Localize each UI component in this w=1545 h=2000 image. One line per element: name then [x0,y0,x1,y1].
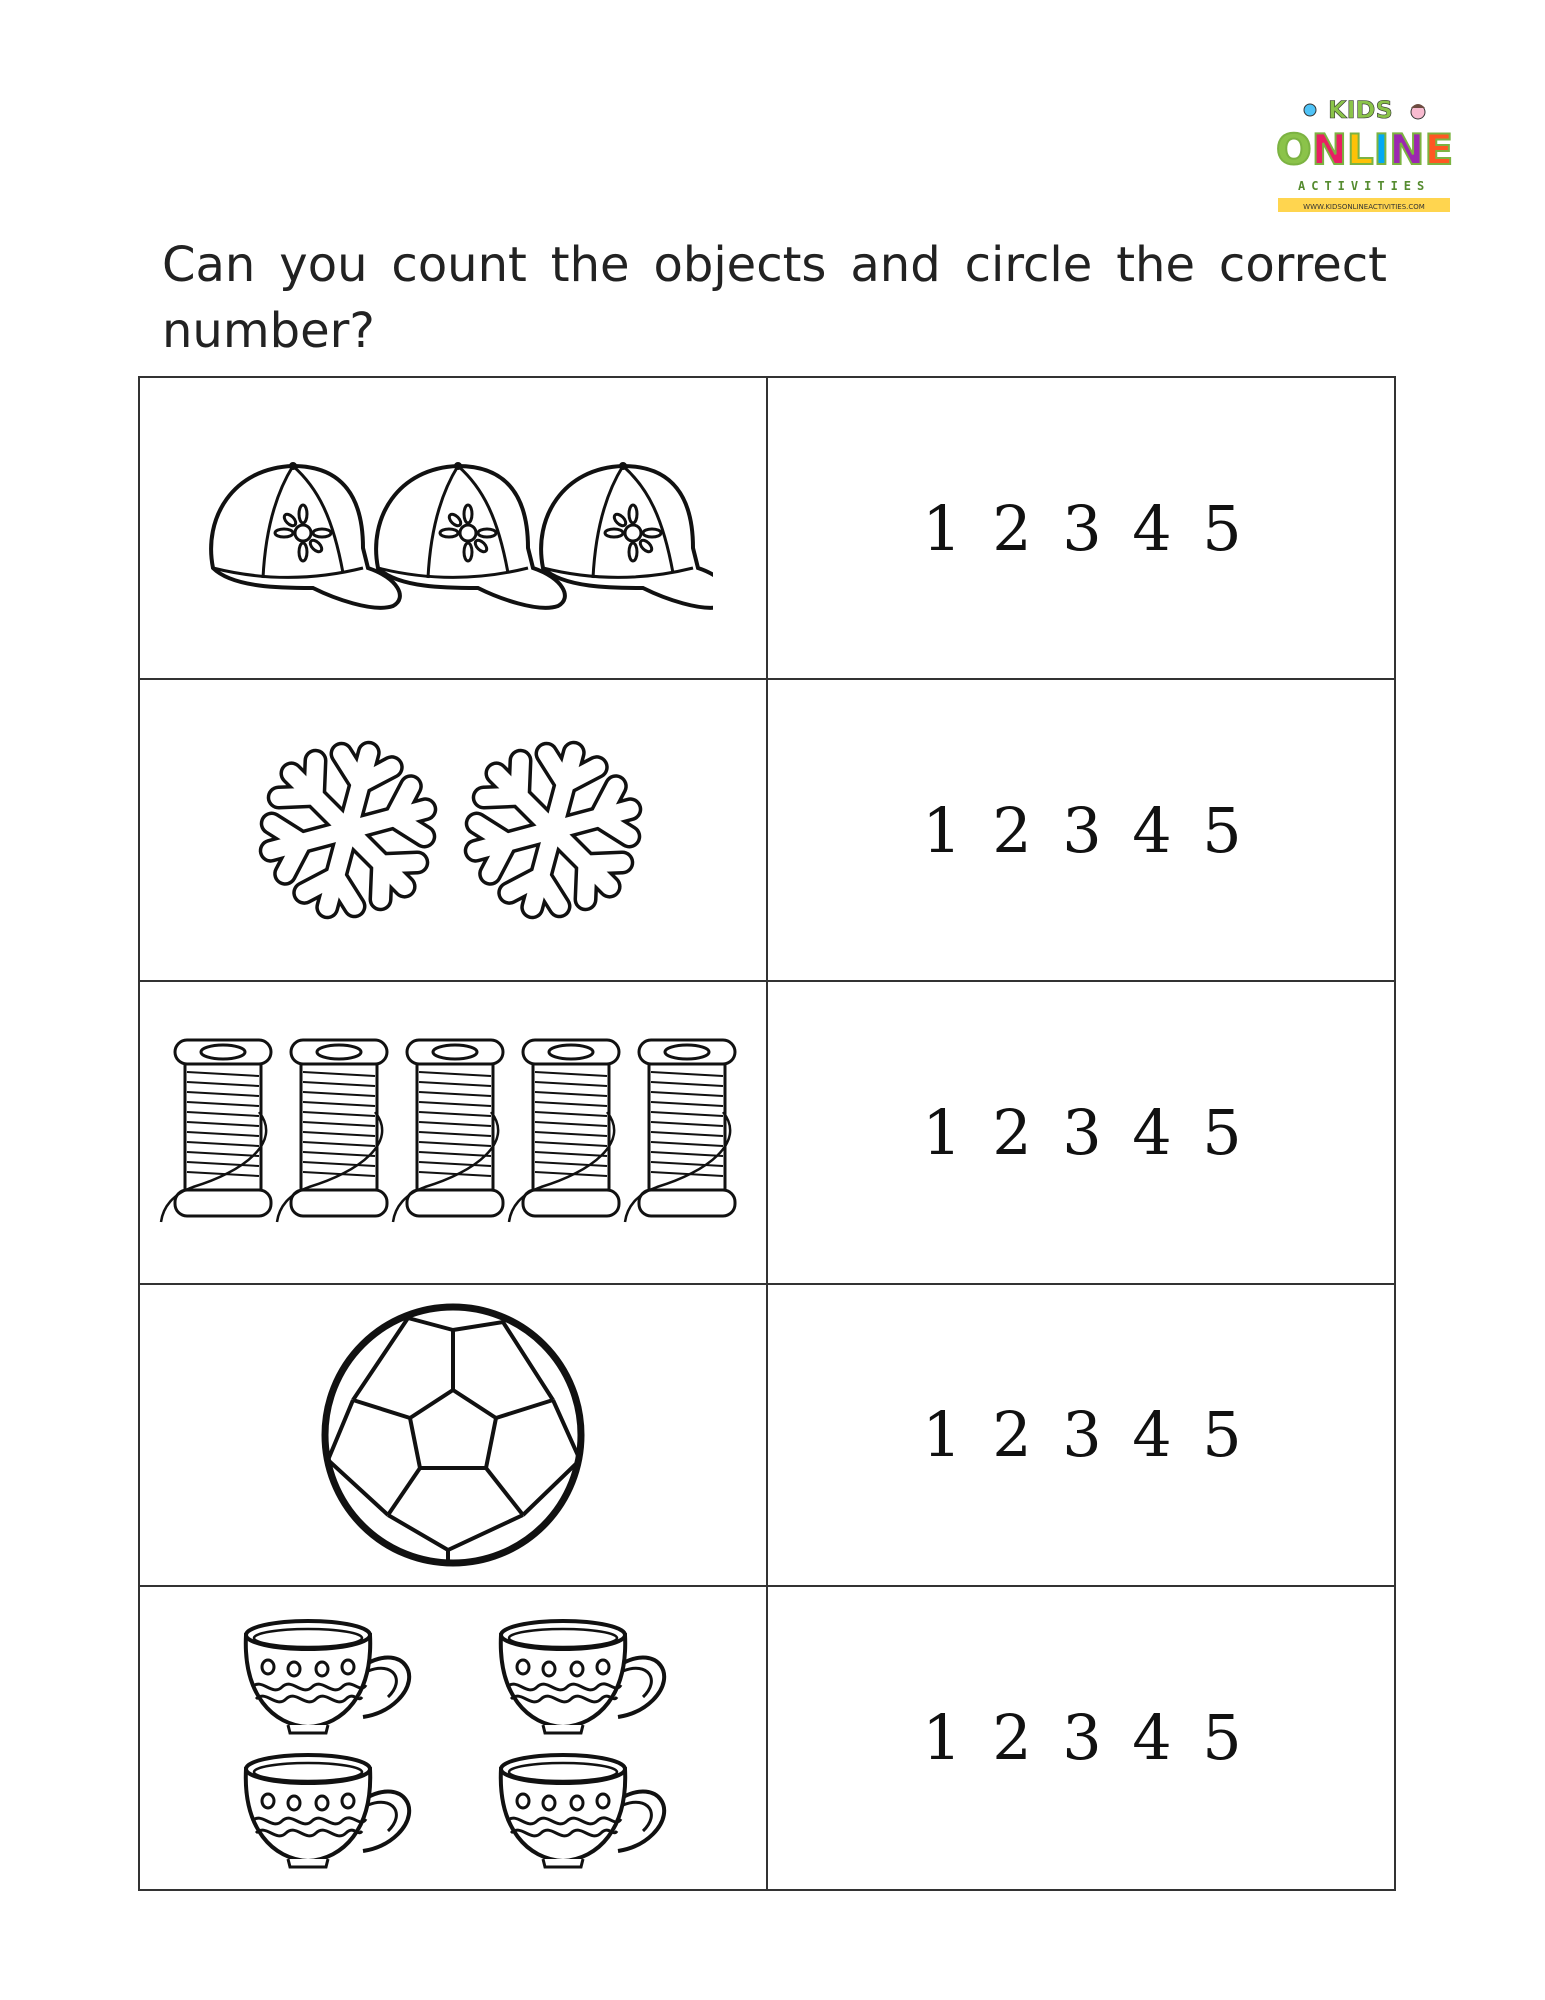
object-cell [140,982,768,1284]
number-option[interactable]: 2 [992,1095,1032,1169]
number-option[interactable]: 5 [1202,793,1242,867]
thread-spool-icon-group [153,1027,753,1237]
object-cell [140,680,768,982]
thread-spool-icon [277,1040,387,1222]
number-option[interactable]: 3 [1062,1398,1102,1472]
teacup-icon [246,1755,409,1867]
object-cell [140,1587,768,1889]
counting-table [138,376,1396,1891]
cap-icon [211,462,400,608]
number-option[interactable]: 3 [1062,1701,1102,1775]
number-option[interactable]: 4 [1132,1095,1172,1169]
number-option[interactable]: 4 [1132,793,1172,867]
number-options [922,794,1242,867]
instruction-text: Can you count the objects and circle the correct number? [162,237,1387,359]
teacup-icon [501,1621,664,1733]
teacup-icon [501,1755,664,1867]
number-option[interactable]: 5 [1202,1398,1242,1472]
snowflake-icon [248,732,448,929]
number-option[interactable]: 1 [922,1095,962,1169]
thread-spool-icon [393,1040,503,1222]
teacup-icon-group [218,1603,688,1873]
snowflake-icon-group [233,725,673,935]
answer-cell [768,378,1396,680]
answer-cell [768,1285,1396,1587]
object-cell [140,1285,768,1587]
number-option[interactable]: 1 [922,793,962,867]
answer-cell [768,1587,1396,1889]
number-option[interactable]: 3 [1062,491,1102,565]
number-option[interactable]: 5 [1202,1701,1242,1775]
answer-cell [768,982,1396,1284]
logo-url: WWW.KIDSONLINEACTIVITIES.COM [1303,203,1425,211]
number-option[interactable]: 5 [1202,1095,1242,1169]
number-option[interactable]: 2 [992,491,1032,565]
answer-cell [768,680,1396,982]
number-option[interactable]: 1 [922,1701,962,1775]
cap-icon [541,462,713,608]
logo-line2: ONLINE [1276,125,1454,174]
number-option[interactable]: 4 [1132,491,1172,565]
number-options [922,1096,1242,1169]
soccer-ball-icon [318,1300,588,1570]
number-option[interactable]: 2 [992,1398,1032,1472]
teacup-icon [246,1621,409,1733]
snowflake-icon [453,732,653,929]
kids-online-activities-logo [1268,92,1468,222]
number-options [922,492,1242,565]
number-option[interactable]: 2 [992,1701,1032,1775]
number-option[interactable]: 3 [1062,793,1102,867]
number-option[interactable]: 4 [1132,1701,1172,1775]
number-option[interactable]: 5 [1202,491,1242,565]
number-option[interactable]: 1 [922,491,962,565]
number-options [922,1701,1242,1774]
logo-line1: KIDS [1328,96,1393,124]
number-option[interactable]: 3 [1062,1095,1102,1169]
thread-spool-icon [161,1040,271,1222]
number-option[interactable]: 1 [922,1398,962,1472]
thread-spool-icon [509,1040,619,1222]
number-options [922,1398,1242,1471]
number-option[interactable]: 2 [992,793,1032,867]
number-option[interactable]: 4 [1132,1398,1172,1472]
cap-icon-group [193,428,713,628]
thread-spool-icon [625,1040,735,1222]
cap-icon [376,462,565,608]
object-cell [140,378,768,680]
logo-line3: ACTIVITIES [1298,179,1431,193]
